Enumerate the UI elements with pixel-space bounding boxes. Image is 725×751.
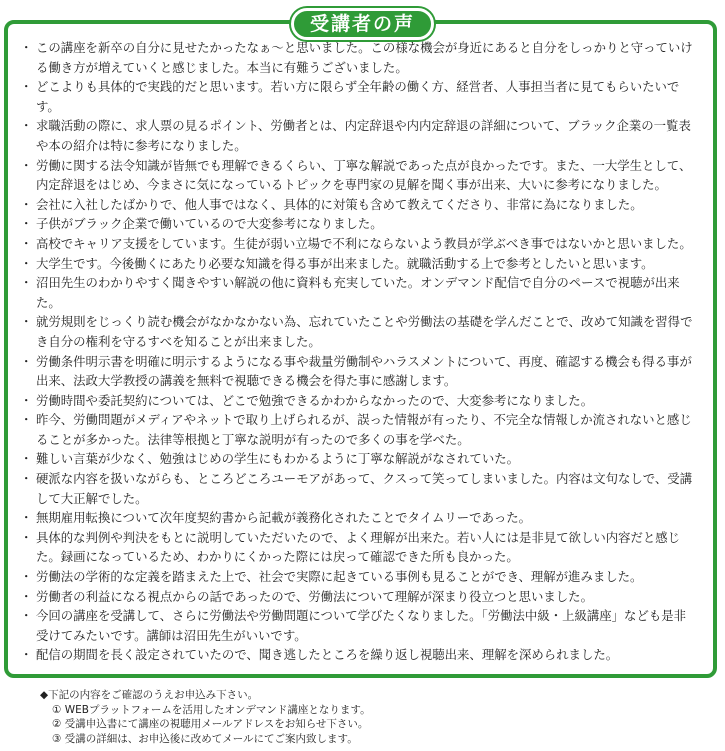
testimonial-item: ・ 労働に関する法令知識が皆無でも理解できるくらい、丁寧な解説であった点が良かったです。また、一大学生として、内定辞退をはじめ、今まさに気になっているトピックを専門家の見解を聞く事が出来、大いに参考になりました。: [24, 156, 697, 195]
testimonials-box: [4, 20, 717, 678]
testimonial-item: ・ 難しい言葉が少なく、勉強はじめの学生にもわかるように丁寧な解説がなされていた。: [24, 449, 697, 469]
testimonial-item: ・ 配信の期間を長く設定されていたので、聞き逃したところを繰り返し視聴出来、理解を深められました。: [24, 645, 697, 665]
testimonial-item: ・ 具体的な判例や判決をもとに説明していただいたので、よく理解が出来た。若い人には是非見て欲しい内容だと感じた。録画になっているため、わかりにくかった際には戻って確認できた所も良かった。: [24, 528, 697, 567]
note-item: ② 受講申込書にて講座の視聴用メールアドレスをお知らせ下さい。: [52, 718, 369, 730]
testimonial-item: ・ 今回の講座を受講して、さらに労働法や労働問題について学びたくなりました。「労働法中級・上級講座」なども是非受けてみたいです。講師は沼田先生がいいです。: [24, 606, 697, 645]
testimonial-item: ・ 求職活動の際に、求人票の見るポイント、労働者とは、内定辞退や内内定辞退の詳細について、ブラック企業の一覧表や本の紹介は特に参考になりました。: [24, 116, 697, 155]
testimonial-item: ・ 労働者の利益になる視点からの話であったので、労働法について理解が深まり役立つと思いました。: [24, 587, 697, 607]
testimonial-item: ・ 高校でキャリア支援をしています。生徒が弱い立場で不利にならないよう教員が学ぶべき事ではないかと思いました。: [24, 234, 697, 254]
note-item: ③ 受講の詳細は、お申込後に改めてメールにてご案内致します。: [52, 732, 358, 745]
section-title: 受講者の声: [291, 8, 434, 40]
notes-heading: ◆下記の内容をご確認のうえお申込み下さい。: [40, 689, 259, 701]
testimonial-item: ・ どこよりも具体的で実践的だと思います。若い方に限らず全年齢の働く方、経営者、人事担当者に見てもらいたいです。: [24, 77, 697, 116]
testimonial-item: ・ 子供がブラック企業で働いているので大変参考になりました。: [24, 214, 697, 234]
testimonial-item: ・ 労働法の学術的な定義を踏まえた上で、社会で実際に起きている事例も見ることができ、理解が進みました。: [24, 567, 697, 587]
testimonial-item: ・ 大学生です。今後働くにあたり必要な知識を得る事が出来ました。就職活動する上で参考としたいと思います。: [24, 254, 697, 274]
application-notes: [40, 688, 371, 746]
testimonial-item: ・ 会社に入社したばかりで、他人事ではなく、具体的に対策も含めて教えてくださり、非常に為になりました。: [24, 195, 697, 215]
testimonial-item: ・ 沼田先生のわかりやすく聞きやすい解説の他に資料も充実していた。オンデマンド配信で自分のペースで視聴が出来た。: [24, 273, 697, 312]
testimonial-item: ・ 就労規則をじっくり読む機会がなかなかない為、忘れていたことや労働法の基礎を学んだことで、改めて知識を習得でき自分の権利を守るすべを知ることが出来ました。: [24, 312, 697, 351]
testimonial-item: ・ 労働時間や委託契約については、どこで勉強できるかわからなかったので、大変参考になりました。: [24, 391, 697, 411]
note-item: ① WEBプラットフォームを活用したオンデマンド講座となります。: [52, 703, 371, 716]
testimonial-item: ・ 硬派な内容を扱いながらも、ところどころユーモアがあって、クスって笑ってしまいました。内容は文句なしで、受講して大正解でした。: [24, 469, 697, 508]
testimonial-item: ・ 無期雇用転換について次年度契約書から記載が義務化されたことでタイムリーであった。: [24, 508, 697, 528]
testimonial-list: [24, 38, 697, 665]
testimonial-item: ・ 昨今、労働問題がメディアやネットで取り上げられるが、誤った情報が有ったり、不完全な情報しか流されないと感じることが多かった。法律等根拠と丁寧な説明が有ったので多くの事を学べた。: [24, 410, 697, 449]
title-wrapper: [0, 8, 725, 40]
testimonial-item: ・ 労働条件明示書を明確に明示するようになる事や裁量労働制やハラスメントについて、再度、確認する機会も得る事が出来、法政大学教授の講義を無料で視聴できる機会を得た事に感謝します。: [24, 352, 697, 391]
testimonial-item: ・ この講座を新卒の自分に見せたかったなぁ～と思いました。この様な機会が身近にあると自分をしっかりと守っていける働き方が増えていくと感じました。本当に有難うございました。: [24, 38, 697, 77]
